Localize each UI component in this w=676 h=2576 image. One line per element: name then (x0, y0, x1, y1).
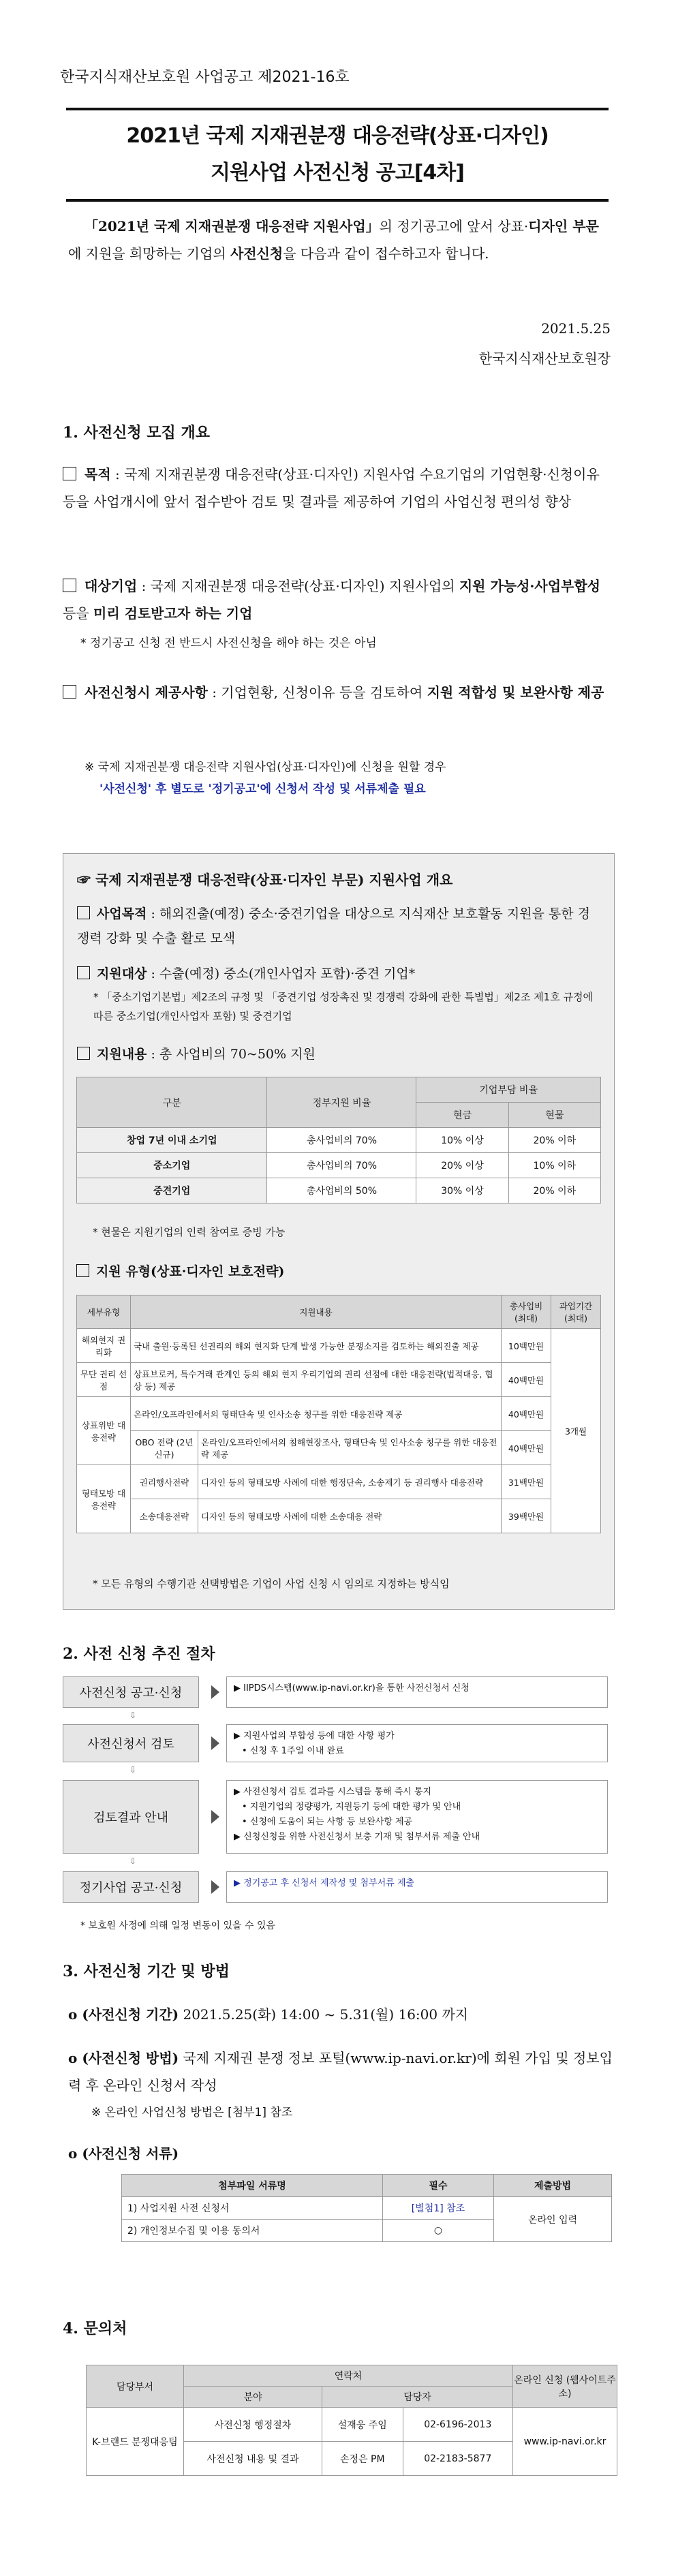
notice-page: 한국지식재산보호원 사업공고 제2021-16호 2021년 국제 지재권분쟁 대응전략(상표·디자인) 지원사업 사전신청 공고[4차] 「2021년 국제 지재권분쟁 대응전략 지원사업」의 정기공고에 앞서 상표·디자인 부문에 지원을 희망하는 기업의 사전신청을 다음과 같이 접수하고자 합니다. 2021.5.25 한국지식재산보호원장 1. 사전신청 모집 개요 목적 : 국제 지재권분쟁 대응전략(상표·디자인) 지원사업 수요기업의 기업현황·신청이유 등을 사업개시에 앞서 접수받아 검토 및 결과를 제공하여 기업의 사업신청 편의성 향상 대상기업 : 국제 지재권분쟁 대응전략(상표·디자인) 지원사업의 지원 가능성·사업부합성 등을 미리 검토받고자 하는 기업 * 정기공고 신청 전 반드시 사전신청을 해야 하는 것은 아님 사전신청시 제공사항 : 기업현황, 신청이유 등을 검토하여 지원 적합성 및 보완사항 제공 ※ 국제 지재권분쟁 대응전략 지원사업(상표·디자인)에 신청을 원할 경우 '사전신청' 후 별도로 '정기공고'에 신청서 작성 및 서류제출 필요 ☞ 국제 지재권분쟁 대응전략(상표·디자인 부문) 지원사업 개요 사업목적 : 해외진출(예정) 중소·중견기업을 대상으로 지식재산 보호활동 지원을 통한 경쟁력 강화 및 수출 활로 모색 지원대상 : 수출(예정) 중소(개인사업자 포함)·중견 기업* * 「중소기업기본법」제2조의 규정 및 「중견기업 성장촉진 및 경쟁력 강화에 관한 특별법」제2조 제1호 규정에 따른 중소기업(개인사업자 포함) 및 중견기업 지원내용 : 총 사업비의 70~50% 지원 구분 정부지원 비율 기업부담 비율 현금 현물 창업 7년 이내 소기업 총사업비의 70% 10% 이상 20% 이하 중소기업 총사업비의 70% 20% 이상 10% 이하 중견기업 총사업비의 50% 30% 이상 20% 이하 * 현물은 지원기업의 인력 참여로 증빙 가능 지원 유형(상표·디자인 보호전략) 세부유형 지원내용 총사업비 (최대) 과업기간 (최대) 해외현지 권리화 국내 출원·등록된 선권리의 해외 현지화 단계 발생 가능한 분쟁소지를 검토하는 해외진출 제공 10백만원 3개월 무단 권리 선점 상표브로커, 특수거래 관계인 등의 해외 현지 우리기업의 권리 선점에 대한 대응전략(법적대응, 협상 등) 제공 40백만원 상표위반 대응전략 온라인/오프라인에서의 형태단속 및 인사소송 청구를 위한 대응전략 제공 40백만원 OBO 전략 (2년 신규) 온라인/오프라인에서의 침해현장조사, 형태단속 및 인사소송 청구를 위한 대응전략 제공 40백만원 형태모방 대응전략 권리행사전략 디자인 등의 형태모방 사례에 대한 행정단속, 소송제기 등 권리행사 대응전략 31백만원 소송대응전략 디자인 등의 형태모방 사례에 대한 소송대응 전략 39백만원 * 모든 유형의 수행기관 선택방법은 기업이 사업 신청 시 임의로 지정하는 방식임 2. 사전 신청 추진 절차 사전신청 공고·신청 ▶ IIPDS시스템(www.ip-navi.or.kr)을 통한 사전신청서 신청 ⇩ 사전신청서 검토 ▶ 지원사업의 부합성 등에 대한 사항 평가 • 신청 후 1주일 이내 완료 ⇩ 검토결과 안내 ▶ 사전신청서 검토 결과를 시스템을 통해 즉시 통지 • 지원기업의 정량평가, 지원등기 등에 대한 평가 및 안내 • 신청에 도움이 되는 사항 등 보완사항 제공 ▶ 신청신청을 위한 사전신청서 보충 기재 및 첨부서류 제출 안내 ⇩ 정기사업 공고·신청 ▶ 정기공고 후 신청서 제작성 및 첨부서류 제출 * 보호원 사정에 의해 일정 변동이 있을 수 있음 3. 사전신청 기간 및 방법 o (사전신청 기간) 2021.5.25(화) 14:00 ~ 5.31(월) 16:00 까지 o (사전신청 방법) 국제 지재권 분쟁 정보 포털(www.ip-navi.or.kr)에 회원 가입 및 정보입력 후 온라인 신청서 작성 ※ 온라인 사업신청 방법은 [첨부1] 참조 o (사전신청 서류) 첨부파일 서류명 필수 제출방법 1) 사업지원 사전 신청서 [별첨1] 참조 온라인 입력 2) 개인정보수집 및 이용 동의서 ○ 4. 문의처 담당부서 연락처 온라인 신청 (웹사이트주소) 분야 담당자 K-브랜드 분쟁대응팀 사전신청 행정절차 설재웅 주임 02-6196-2013 www.ip-navi.or.kr 사전신청 내용 및 결과 손정은 PM 02-2183-5877 (0, 0, 676, 2576)
table-row: 창업 7년 이내 소기업 총사업비의 70% 10% 이상 20% 이하 (77, 1128, 601, 1153)
section-1-heading: 1. 사전신청 모집 개요 (63, 424, 210, 442)
support-types-heading: 지원 유형(상표·디자인 보호전략) (76, 1259, 601, 1284)
checkbox-square-icon (63, 579, 76, 592)
title-box (66, 108, 609, 202)
warning-note: ※ 국제 지재권분쟁 대응전략 지원사업(상표·디자인)에 신청을 원할 경우 '사전신청' 후 별도로 '정기공고'에 신청서 작성 및 서류제출 필요 (84, 761, 446, 796)
down-arrow-icon: ⇩ (129, 1765, 137, 1775)
title-line-1: 2021년 국제 지재권분쟁 대응전략(상표·디자인) (126, 124, 549, 148)
section-3-heading: 3. 사전신청 기간 및 방법 (63, 1963, 230, 1980)
table-row: K-브랜드 분쟁대응팀 사전신청 행정절차 설재웅 주임 02-6196-2013 www.ip-navi.or.kr (87, 2408, 617, 2442)
purpose-item: 목적 : 국제 지재권분쟁 대응전략(상표·디자인) 지원사업 수요기업의 기업현황·신청이유 등을 사업개시에 앞서 접수받아 검토 및 결과를 제공하여 기업의 사업신청 편의성 향상 (63, 466, 600, 510)
table2-note: * 모든 유형의 수행기관 선택방법은 기업이 사업 신청 시 임의로 지정하는 방식임 (93, 1578, 450, 1590)
target-item: 대상기업 : 국제 지재권분쟁 대응전략(상표·디자인) 지원사업의 지원 가능성·사업부합성 등을 미리 검토받고자 하는 기업 (63, 578, 600, 622)
support-types-table: 세부유형 지원내용 총사업비 (최대) 과업기간 (최대) 해외현지 권리화 국내 출원·등록된 선권리의 해외 현지화 단계 발생 가능한 분쟁소지를 검토하는 해외진출 제공 10백만원 3개월 무단 권리 선점 상표브로커, 특수거래 관계인 등의 해외 현지 우리기업의 권리 선점에 대한 대응전략(법적대응, 협상 등) 제공 40백만원 상표위반 대응전략 온라인/오프라인에서의 형태단속 및 인사소송 청구를 위한 대응전략 제공 40백만원 OBO 전략 (2년 신규) 온라인/오프라인에서의 침해현장조사, 형태단속 및 인사소송 청구를 위한 대응전략 제공 40백만원 형태모방 대응전략 권리행사전략 디자인 등의 형태모방 사례에 대한 행정단속, 소송제기 등 권리행사 대응전략 31백만원 소송대응전략 디자인 등의 형태모방 사례에 대한 소송대응 전략 39백만원 (76, 1295, 601, 1533)
issuing-org: 한국지식재산보호원장 (478, 350, 611, 367)
table-row: 형태모방 대응전략 권리행사전략 디자인 등의 형태모방 사례에 대한 행정단속, 소송제기 등 권리행사 대응전략 31백만원 (77, 1465, 601, 1499)
docs-table: 첨부파일 서류명 필수 제출방법 1) 사업지원 사전 신청서 [별첨1] 참조 온라인 입력 2) 개인정보수집 및 이용 동의서 ○ (121, 2174, 612, 2242)
procedure-note: * 보호원 사정에 의해 일정 변동이 있을 수 있음 (80, 1920, 276, 1931)
checkbox-square-icon (63, 467, 76, 480)
table-row: 1) 사업지원 사전 신청서 [별첨1] 참조 온라인 입력 (122, 2197, 612, 2220)
cost-ratio-table (76, 1077, 601, 1203)
method-note: ※ 온라인 사업신청 방법은 [첨부1] 참조 (91, 2106, 293, 2119)
panel-target: 지원대상 : 수출(예정) 중소(개인사업자 포함)·중견 기업* (77, 962, 602, 986)
table-row: 소송대응전략 디자인 등의 형태모방 사례에 대한 소송대응 전략 39백만원 (77, 1499, 601, 1533)
arrow-right-icon (211, 1810, 219, 1824)
table-row: 2) 개인정보수집 및 이용 동의서 ○ (122, 2220, 612, 2242)
table-row: 중견기업 총사업비의 50% 30% 이상 20% 이하 (77, 1178, 601, 1203)
docs-item: o (사전신청 서류) (68, 2145, 179, 2162)
panel-target-note: * 「중소기업기본법」제2조의 규정 및 「중견기업 성장촉진 및 경쟁력 강화에 관한 특별법」제2조 제1호 규정에 따른 중소기업(개인사업자 포함) 및 중견기업 (93, 991, 593, 1022)
arrow-right-icon (211, 1880, 219, 1894)
table-row: 사전신청 내용 및 결과 손정은 PM 02-2183-5877 (87, 2442, 617, 2476)
notice-number: 한국지식재산보호원 사업공고 제2021-16호 (60, 69, 350, 86)
panel-purpose: 사업목적 : 해외진출(예정) 중소·중견기업을 대상으로 지식재산 보호활동 지원을 통한 경쟁력 강화 및 수출 활로 모색 (77, 906, 591, 946)
table-row: 해외현지 권리화 국내 출원·등록된 선권리의 해외 현지화 단계 발생 가능한 분쟁소지를 검토하는 해외진출 제공 10백만원 3개월 (77, 1329, 601, 1363)
contact-table: 담당부서 연락처 온라인 신청 (웹사이트주소) 분야 담당자 K-브랜드 분쟁대응팀 사전신청 행정절차 설재웅 주임 02-6196-2013 www.ip-navi.or.kr 사전신청 내용 및 결과 손정은 PM 02-2183-5877 (86, 2365, 617, 2476)
arrow-right-icon (211, 1736, 219, 1750)
down-arrow-icon: ⇩ (129, 1856, 137, 1866)
intro-paragraph: 「2021년 국제 지재권분쟁 대응전략 지원사업」의 정기공고에 앞서 상표·디자인 부문에 지원을 희망하는 기업의 사전신청을 다음과 같이 접수하고자 합니다. (68, 218, 599, 262)
title-line-2: 지원사업 사전신청 공고[4차] (211, 161, 464, 185)
col-kind: 현물 (508, 1103, 600, 1128)
col-corp: 기업부담 비율 (416, 1077, 601, 1103)
col-gov: 정부지원 비율 (267, 1077, 416, 1128)
checkbox-square-icon (77, 966, 90, 979)
checkbox-square-icon (76, 1264, 89, 1277)
target-note: * 정기공고 신청 전 반드시 사전신청을 해야 하는 것은 아님 (80, 637, 377, 650)
period-item: o (사전신청 기간) 2021.5.25(화) 14:00 ~ 5.31(월) 16:00 까지 (68, 2006, 469, 2023)
checkbox-square-icon (77, 1047, 90, 1060)
down-arrow-icon: ⇩ (129, 1711, 137, 1720)
panel-heading: ☞ 국제 지재권분쟁 대응전략(상표·디자인 부문) 지원사업 개요 (77, 872, 453, 888)
info-item: 사전신청시 제공사항 : 기업현황, 신청이유 등을 검토하여 지원 적합성 및 보완사항 제공 (63, 679, 612, 706)
table1-note: * 현물은 지원기업의 인력 참여로 증빙 가능 (93, 1226, 286, 1238)
table-row: 상표위반 대응전략 온라인/오프라인에서의 형태단속 및 인사소송 청구를 위한 대응전략 제공 40백만원 (77, 1397, 601, 1431)
arrow-right-icon (211, 1685, 219, 1699)
section-4-heading: 4. 문의처 (63, 2320, 127, 2337)
table-row: 중소기업 총사업비의 70% 20% 이상 10% 이하 (77, 1153, 601, 1178)
checkbox-square-icon (63, 685, 76, 699)
panel-ratio: 지원내용 : 총 사업비의 70~50% 지원 (77, 1042, 602, 1067)
table-row: OBO 전략 (2년 신규) 온라인/오프라인에서의 침해현장조사, 형태단속 및 인사소송 청구를 위한 대응전략 제공 40백만원 (77, 1431, 601, 1465)
checkbox-square-icon (77, 906, 90, 919)
method-item: o (사전신청 방법) 국제 지재권 분쟁 정보 포털(www.ip-navi.or.kr)에 회원 가입 및 정보입력 후 온라인 신청서 작성 (68, 2050, 613, 2094)
section-2-heading: 2. 사전 신청 추진 절차 (63, 1645, 215, 1663)
col-cash: 현금 (416, 1103, 508, 1128)
table-row: 무단 권리 선점 상표브로커, 특수거래 관계인 등의 해외 현지 우리기업의 권리 선점에 대한 대응전략(법적대응, 협상 등) 제공 40백만원 (77, 1363, 601, 1397)
notice-date: 2021.5.25 (541, 320, 611, 337)
col-type: 구분 (77, 1077, 267, 1128)
